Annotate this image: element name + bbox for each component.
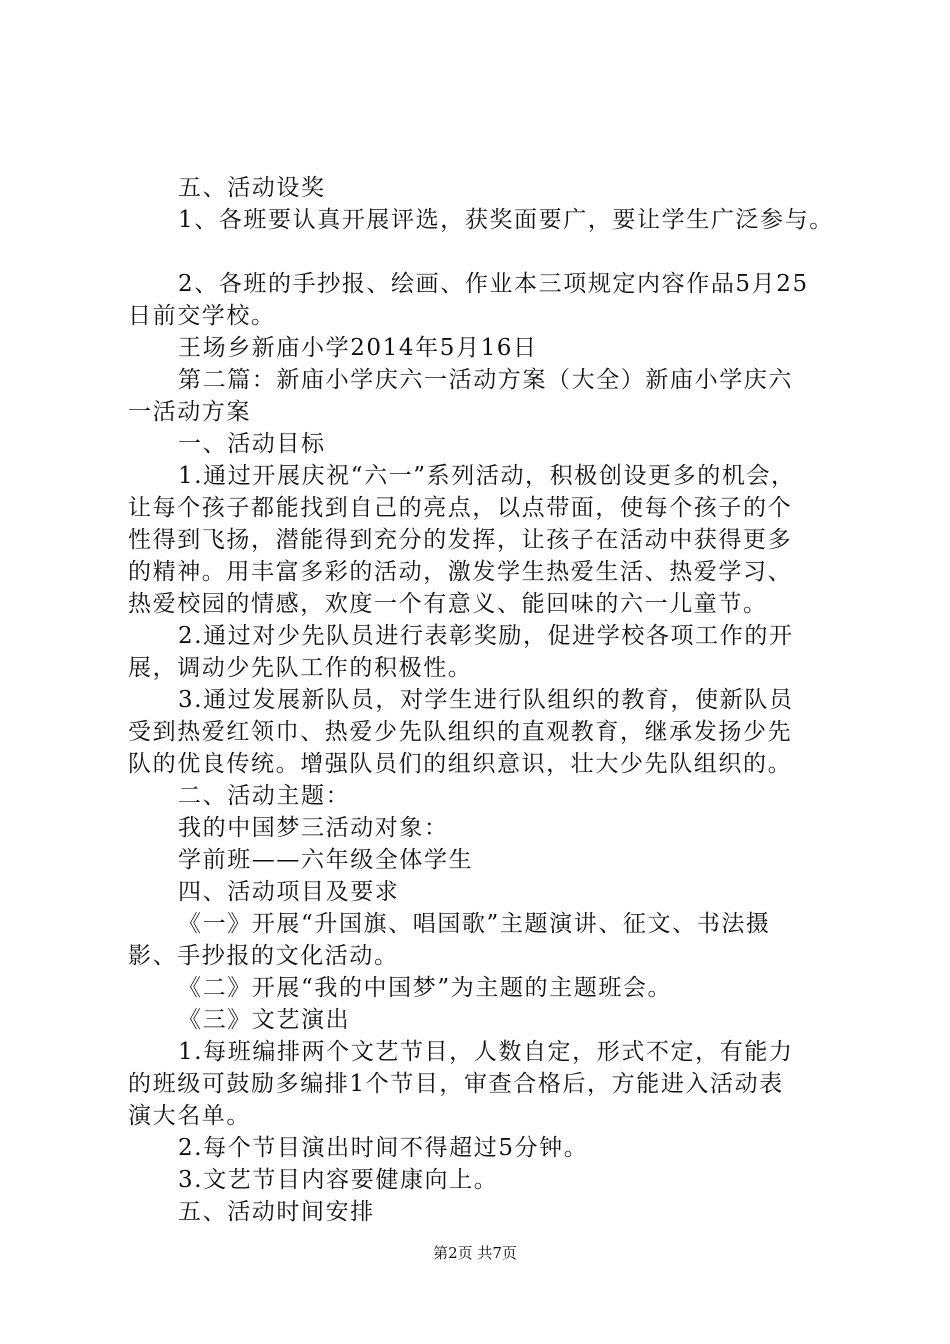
paragraph-line: 《二》开展“我的中国梦”为主题的主题班会。 (178, 975, 673, 1001)
section-heading-projects: 四、活动项目及要求 (178, 879, 400, 905)
section-heading-theme: 二、活动主题： (178, 783, 351, 809)
paragraph-line: 的精神。用丰富多彩的活动，激发学生热爱生活、热爱学习、 (128, 559, 793, 585)
paragraph-line: 的班级可鼓励多编排1个节目，审查合格后，方能进入活动表 (128, 1071, 784, 1097)
paragraph-line: 日前交学校。 (128, 303, 276, 329)
section-heading-goals: 一、活动目标 (178, 431, 326, 457)
signature-date-line: 王场乡新庙小学2014年5月16日 (178, 335, 538, 361)
chapter-title-line: 一活动方案 (128, 399, 251, 425)
paragraph-gap (128, 236, 848, 268)
paragraph-line: 2.每个节目演出时间不得超过5分钟。 (178, 1135, 589, 1161)
page-indicator: 第2页 共7页 (433, 1244, 517, 1262)
page-footer (0, 1243, 950, 1263)
paragraph-line: 1.每班编排两个文艺节目，人数自定，形式不定，有能力 (178, 1039, 794, 1065)
paragraph-line: 2.通过对少先队员进行表彰奖励，促进学校各项工作的开 (178, 623, 794, 649)
paragraph-line: 1、各班要认真开展评选，获奖面要广，要让学生广泛参与。 (178, 207, 834, 233)
paragraph-line: 热爱校园的情感，欢度一个有意义、能回味的六一儿童节。 (128, 591, 768, 617)
paragraph-line: 《一》开展“升国旗、唱国歌”主题演讲、征文、书法摄 (178, 911, 771, 937)
paragraph-line: 《三》文艺演出 (178, 1007, 351, 1033)
paragraph-line: 让每个孩子都能找到自己的亮点，以点带面，使每个孩子的个 (128, 495, 793, 521)
paragraph-line: 展，调动少先队工作的积极性。 (128, 655, 473, 681)
paragraph-line: 性得到飞扬，潜能得到充分的发挥，让孩子在活动中获得更多 (128, 527, 793, 553)
paragraph-line: 队的优良传统。增强队员们的组织意识，壮大少先队组织的。 (128, 751, 793, 777)
section-heading-schedule: 五、活动时间安排 (178, 1199, 375, 1225)
section-heading-awards: 五、活动设奖 (178, 175, 326, 201)
paragraph-line: 我的中国梦三活动对象： (178, 815, 449, 841)
paragraph-line: 演大名单。 (128, 1103, 251, 1129)
paragraph-line: 3.通过发展新队员，对学生进行队组织的教育，使新队员 (178, 687, 794, 713)
chapter-title-line: 第二篇：新庙小学庆六一活动方案（大全）新庙小学庆六 (178, 367, 793, 393)
document-body (128, 172, 848, 1228)
paragraph-line: 3.文艺节目内容要健康向上。 (178, 1167, 499, 1193)
paragraph-line: 受到热爱红领巾、热爱少先队组织的直观教育，继承发扬少先 (128, 719, 793, 745)
paragraph-line: 1.通过开展庆祝“六一”系列活动，积极创设更多的机会， (178, 463, 796, 489)
paragraph-line: 影、手抄报的文化活动。 (128, 943, 399, 969)
paragraph-line: 2、各班的手抄报、绘画、作业本三项规定内容作品5月25 (178, 271, 809, 297)
paragraph-line: 学前班——六年级全体学生 (178, 847, 474, 873)
